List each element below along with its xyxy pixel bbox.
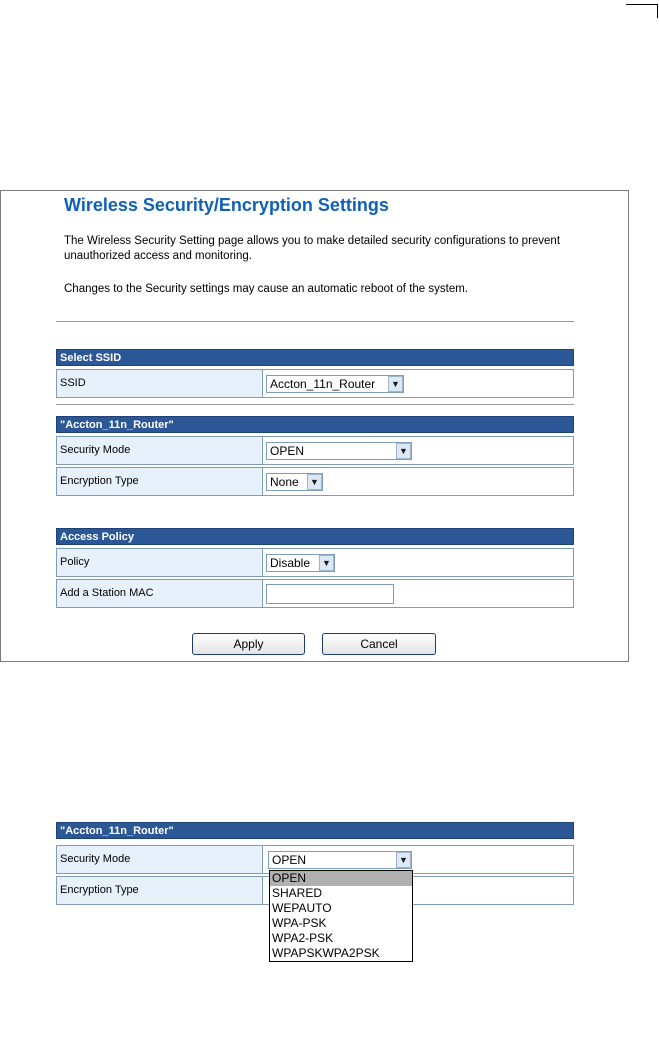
option-wpa-psk[interactable]: WPA-PSK <box>272 916 327 930</box>
add-mac-label: Add a Station MAC <box>57 580 263 607</box>
encryption-type-select[interactable] <box>266 473 323 491</box>
policy-value: Disable <box>270 555 311 570</box>
security-mode-label: Security Mode <box>57 437 263 464</box>
ssid-security-section <box>56 416 574 496</box>
chevron-down-icon[interactable]: ▼ <box>319 555 334 571</box>
policy-select[interactable] <box>266 554 335 572</box>
section-header: Select SSID <box>56 349 574 366</box>
encryption-type-label: Encryption Type <box>57 468 263 495</box>
ssid-row <box>56 369 574 398</box>
divider <box>56 321 574 322</box>
security-mode-label: Security Mode <box>57 846 263 873</box>
security-mode-select-open[interactable] <box>268 851 412 869</box>
option-wpa2-psk[interactable]: WPA2-PSK <box>272 931 334 945</box>
cancel-button[interactable]: Cancel <box>322 633 436 655</box>
section-header: "Accton_11n_Router" <box>56 416 574 433</box>
security-mode-select[interactable] <box>266 442 412 460</box>
section-header: Access Policy <box>56 528 574 545</box>
chevron-down-icon[interactable]: ▼ <box>307 474 322 490</box>
ssid-label: SSID <box>57 370 263 397</box>
encryption-type-value: None <box>270 474 299 489</box>
security-mode-value: OPEN <box>272 852 307 867</box>
option-shared[interactable]: SHARED <box>272 886 323 900</box>
apply-button[interactable]: Apply <box>192 633 305 655</box>
option-open[interactable]: OPEN <box>270 871 412 886</box>
security-mode-options-list <box>269 870 413 962</box>
page-title: Wireless Security/Encryption Settings <box>64 195 389 215</box>
reboot-note: Changes to the Security settings may cause an automatic reboot of the system. <box>64 283 468 295</box>
chevron-down-icon[interactable]: ▼ <box>396 443 411 459</box>
policy-label: Policy <box>57 549 263 576</box>
encryption-type-row <box>56 467 574 496</box>
security-mode-row <box>56 436 574 465</box>
access-policy-section <box>56 528 574 608</box>
option-wepauto[interactable]: WEPAUTO <box>272 901 332 915</box>
option-wpapskwpa2psk[interactable]: WPAPSKWPA2PSK <box>272 946 380 960</box>
policy-row <box>56 548 574 577</box>
station-mac-input[interactable] <box>266 584 394 604</box>
chevron-down-icon[interactable]: ▼ <box>388 376 403 392</box>
intro-text: The Wireless Security Setting page allows you to make detailed security configurations to prevent unauthorized access and monitoring. <box>64 235 561 262</box>
section-header: "Accton_11n_Router" <box>56 822 574 839</box>
select-ssid-section <box>56 349 574 398</box>
divider <box>56 404 574 405</box>
chevron-down-icon[interactable]: ▼ <box>396 852 411 868</box>
security-mode-value: OPEN <box>270 443 305 458</box>
add-mac-row <box>56 579 574 608</box>
encryption-type-label: Encryption Type <box>57 877 263 904</box>
ssid-select-value: Accton_11n_Router <box>270 376 376 391</box>
ssid-select[interactable] <box>266 375 404 393</box>
page-corner-mark <box>626 4 658 18</box>
